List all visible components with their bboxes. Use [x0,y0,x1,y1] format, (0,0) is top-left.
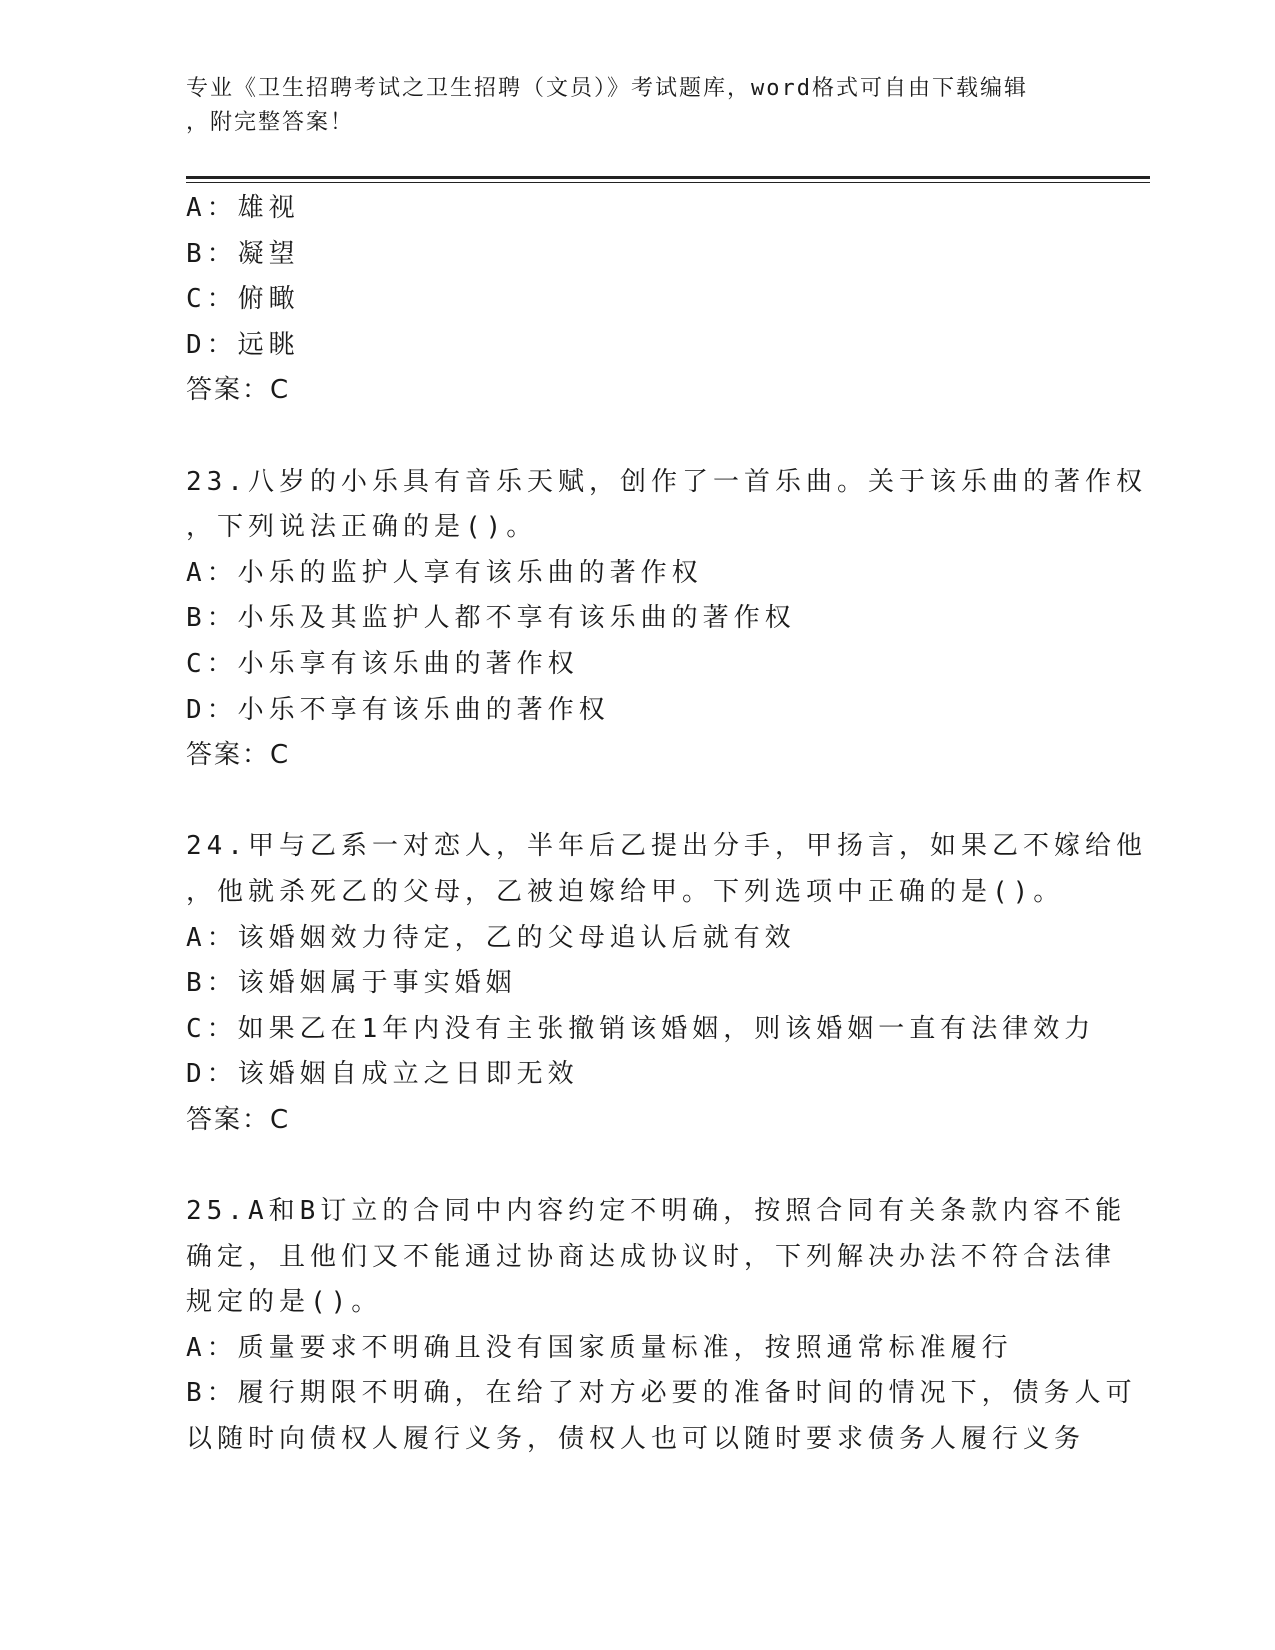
question-stem-line: 规定的是()。 [186,1287,383,1318]
option-b-continued: 以随时向债权人履行义务，债权人也可以随时要求债务人履行义务 [186,1424,1086,1455]
document-header [186,72,1086,140]
option-d: D：该婚姻自成立之日即无效 [186,1059,579,1090]
question-stem-line: ，下列说法正确的是()。 [186,512,538,543]
answer-line: 答案：C [186,1104,291,1135]
option-b: B：凝望 [186,238,300,269]
question-stem-line: 25.A和B订立的合同中内容约定不明确，按照合同有关条款内容不能 [186,1196,1127,1227]
question-stem-line: 24.甲与乙系一对恋人，半年后乙提出分手，甲扬言，如果乙不嫁给他 [186,831,1147,862]
option-a: A：质量要求不明确且没有国家质量标准，按照通常标准履行 [186,1332,1013,1363]
option-c: C：俯瞰 [186,284,300,315]
option-a: A：雄视 [186,193,300,223]
option-b: B：小乐及其监护人都不享有该乐曲的著作权 [186,603,796,634]
question-25 [186,1189,1137,1463]
question-stem-line: ，他就杀死乙的父母，乙被迫嫁给甲。下列选项中正确的是()。 [186,876,1065,907]
question-24 [186,824,1147,1143]
option-d: D：小乐不享有该乐曲的著作权 [186,694,610,725]
option-a: A：小乐的监护人享有该乐曲的著作权 [186,557,703,588]
option-c: C：如果乙在1年内没有主张撤销该婚姻，则该婚姻一直有法律效力 [186,1013,1096,1044]
question-stem-line: 确定，且他们又不能通过协商达成协议时，下列解决办法不符合法律 [186,1241,1117,1272]
option-b: B：该婚姻属于事实婚姻 [186,968,517,999]
header-rule-thin [186,182,1150,183]
option-a: A：该婚姻效力待定，乙的父母追认后就有效 [186,922,796,953]
spacer [186,414,1086,460]
header-rule-thick [186,176,1150,179]
answer-line: 答案：C [186,740,291,771]
option-b: B：履行期限不明确，在给了对方必要的准备时间的情况下，债务人可 [186,1378,1137,1409]
option-d: D：远眺 [186,329,300,360]
spacer [186,1143,1086,1189]
header-line-1: 专业《卫生招聘考试之卫生招聘（文员）》考试题库，word格式可自由下载编辑 [186,76,1028,101]
question-stem-line: 23.八岁的小乐具有音乐天赋，创作了一首乐曲。关于该乐曲的著作权 [186,466,1147,497]
question-23 [186,460,1147,779]
option-c: C：小乐享有该乐曲的著作权 [186,648,579,679]
header-line-2: ，附完整答案！ [186,110,355,135]
spacer [186,779,1086,825]
question-22 [186,186,1086,414]
question-content [186,186,1147,1463]
answer-line: 答案：C [186,375,291,406]
